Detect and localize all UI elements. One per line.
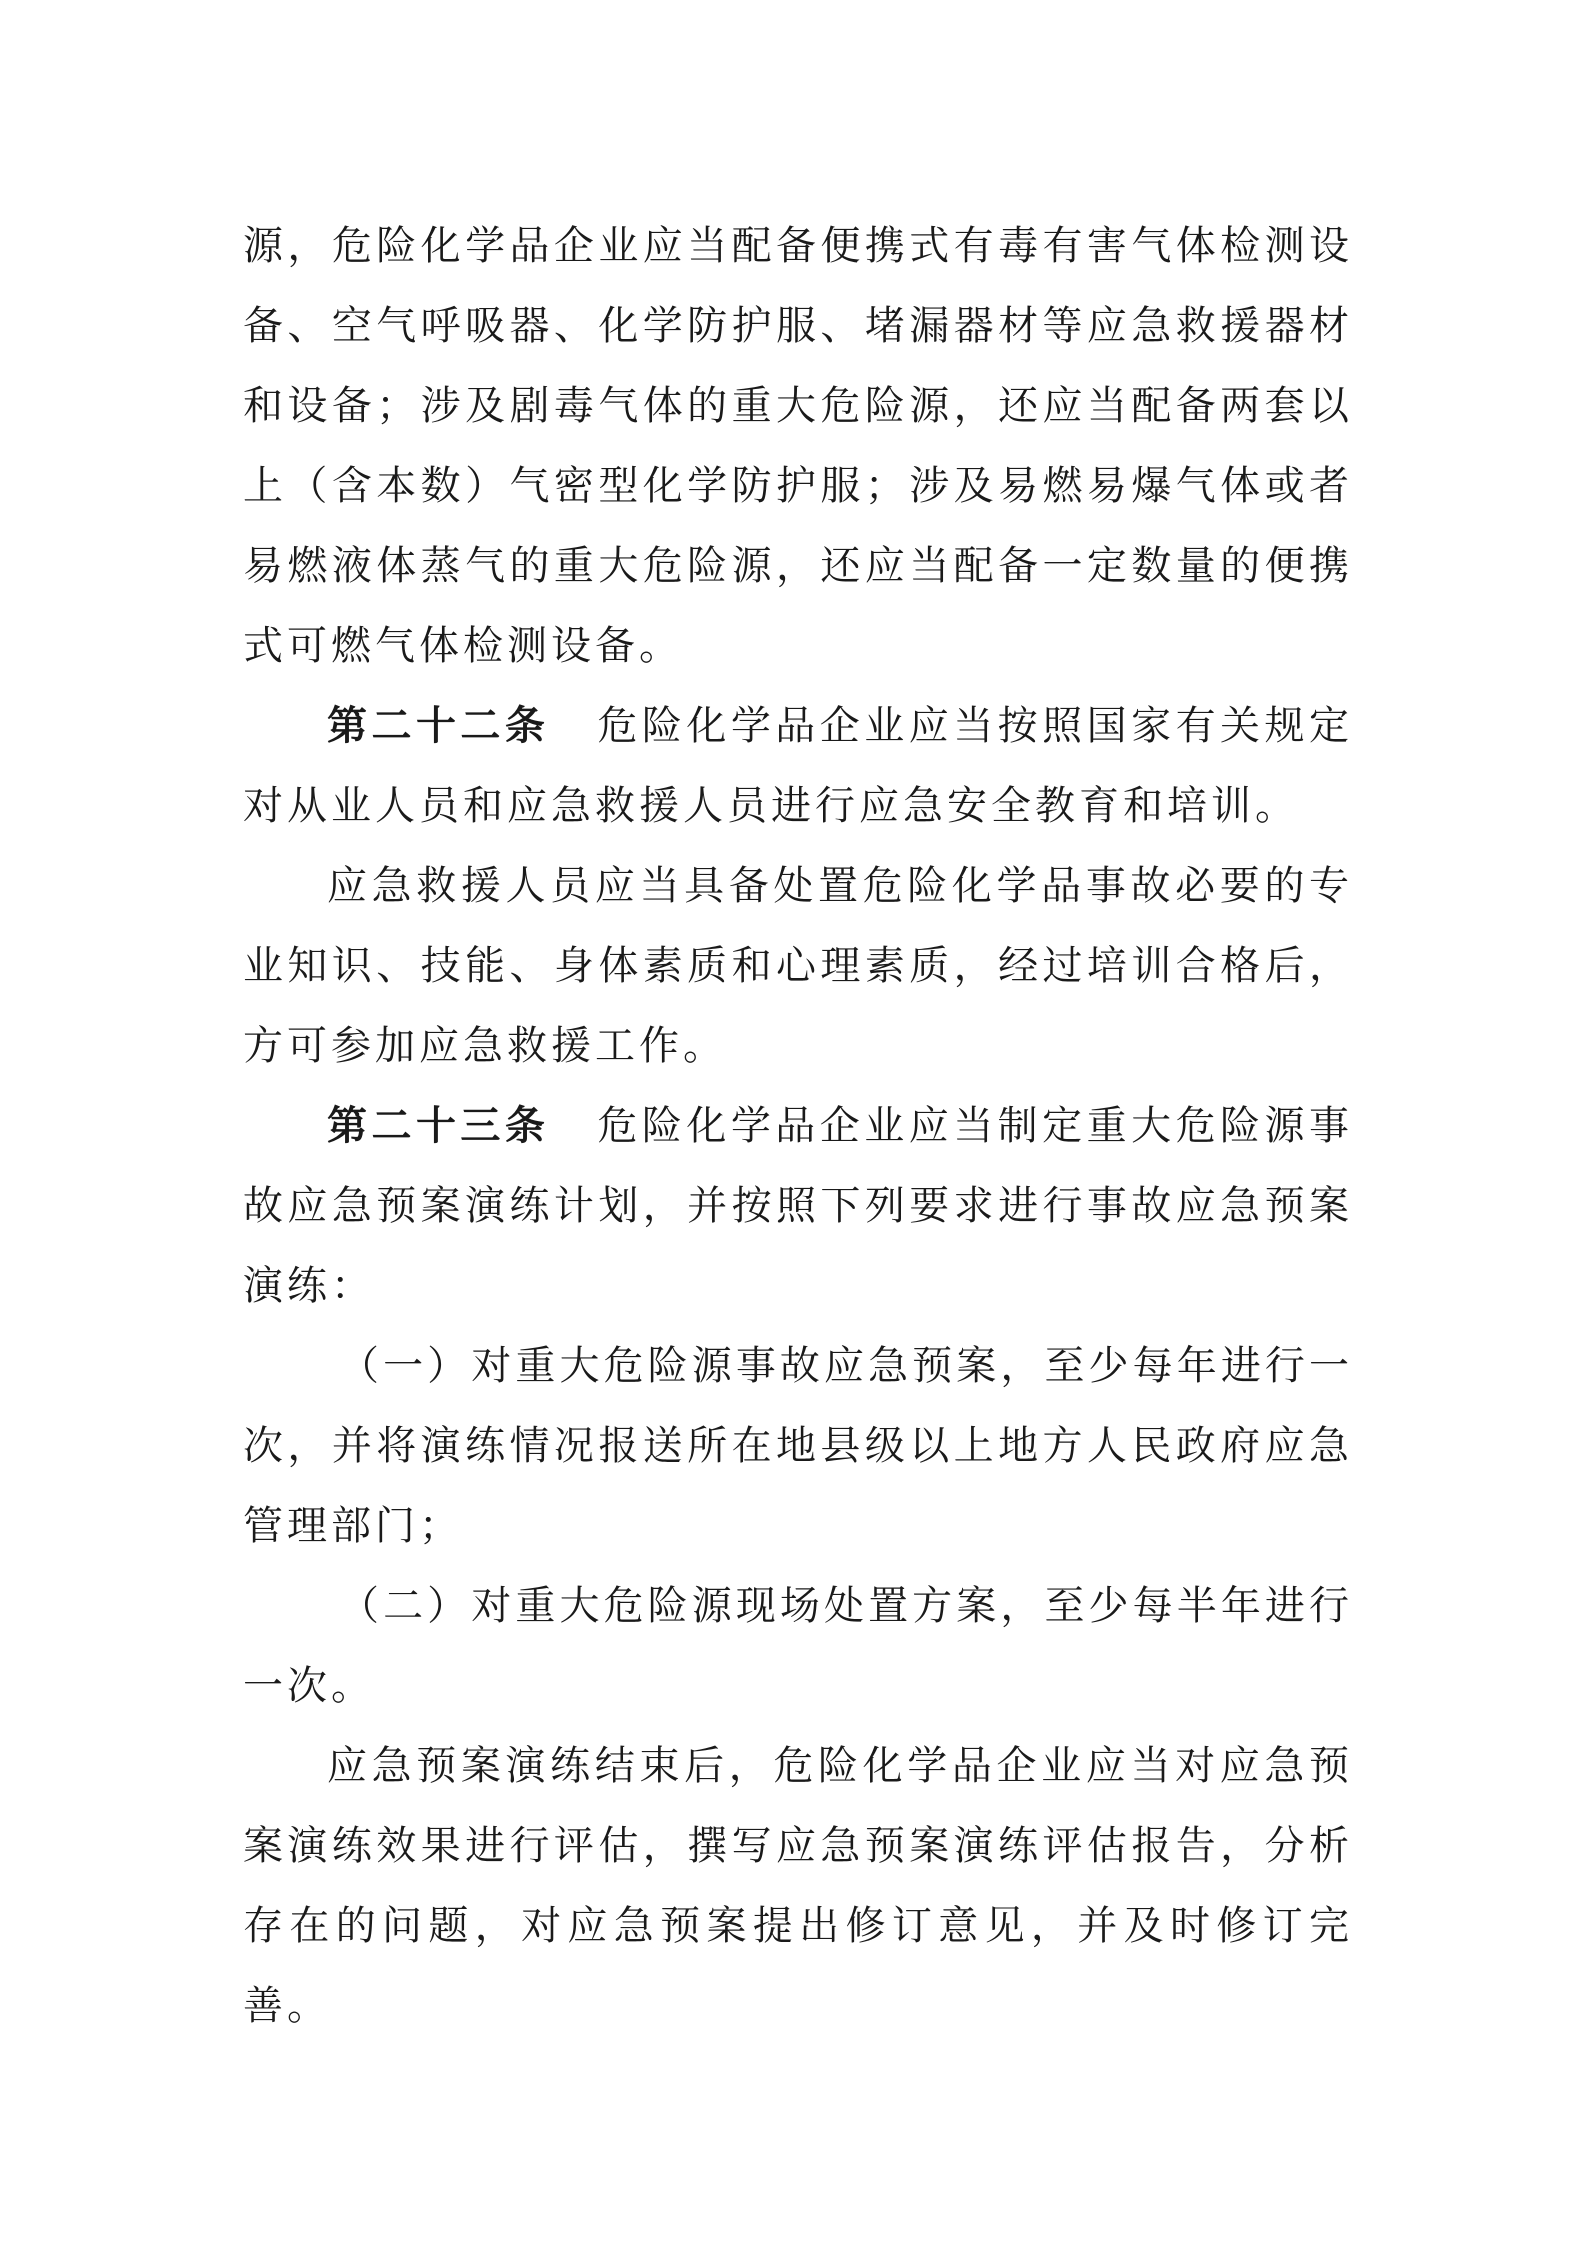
document-body — [243, 206, 1353, 2046]
paragraph-text: 应急预案演练结束后，危险化学品企业应当对应急预案演练效果进行评估，撰写应急预案演练评估报告，分析存在的问题，对应急预案提出修订意见，并及时修订完善。 — [243, 1743, 1353, 2029]
article-22 — [243, 686, 1353, 846]
list-item-2 — [243, 1566, 1353, 1726]
article-number: 第二十二条 — [327, 703, 550, 749]
list-item-text: （一）对重大危险源事故应急预案，至少每年进行一次，并将演练情况报送所在地县级以上地方人民政府应急管理部门； — [243, 1343, 1353, 1549]
paragraph-continuation — [243, 206, 1353, 686]
article-text: 危险化学品企业应当制定重大危险源事故应急预案演练计划，并按照下列要求进行事故应急预案演练： — [243, 1103, 1354, 1309]
paragraph-text: 应急救援人员应当具备处置危险化学品事故必要的专业知识、技能、身体素质和心理素质，经过培训合格后，方可参加应急救援工作。 — [243, 863, 1353, 1069]
article-number: 第二十三条 — [327, 1103, 550, 1149]
article-23 — [243, 1086, 1353, 1326]
list-item-text: （二）对重大危险源现场处置方案，至少每半年进行一次。 — [243, 1583, 1353, 1709]
paragraph-evaluation — [243, 1726, 1353, 2046]
article-text: 危险化学品企业应当按照国家有关规定对从业人员和应急救援人员进行应急安全教育和培训。 — [243, 703, 1354, 829]
paragraph-rescue-personnel — [243, 846, 1353, 1086]
paragraph-text: 源，危险化学品企业应当配备便携式有毒有害气体检测设备、空气呼吸器、化学防护服、堵漏器材等应急救援器材和设备；涉及剧毒气体的重大危险源，还应当配备两套以上（含本数）气密型化学防护服；涉及易燃易爆气体或者易燃液体蒸气的重大危险源，还应当配备一定数量的便携式可燃气体检测设备。 — [243, 223, 1353, 669]
list-item-1 — [243, 1326, 1353, 1566]
